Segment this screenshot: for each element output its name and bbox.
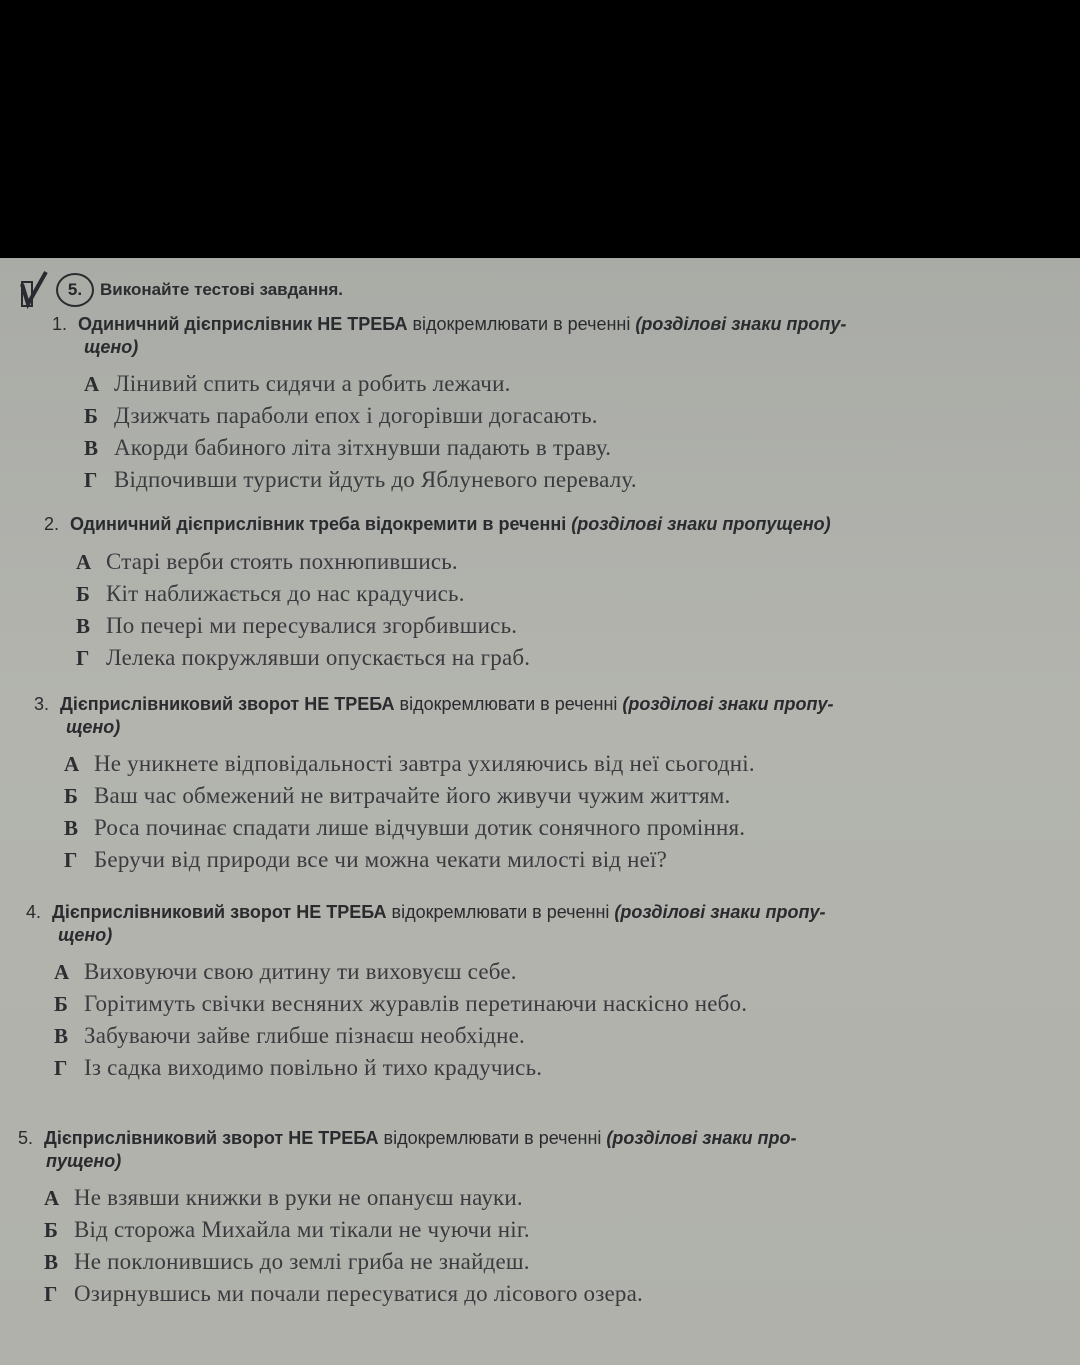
option-text: Акорди бабиного літа зітхнувши падають в траву. [114,435,612,460]
checkmark-icon [20,270,48,310]
option-text: Лелека покружлявши опускається на граб. [106,645,531,670]
question-5 [18,1126,1028,1310]
question-emphasis: НЕ ТРЕБА [288,1128,379,1148]
question-number: 4. [26,902,42,922]
option-text: Роса починає спадати лише відчувши дотик сонячного проміння. [94,815,746,840]
question-note: (розділові знаки про- [606,1128,797,1148]
question-4 [26,900,1036,1084]
option-letter: А [54,960,70,984]
answer-option[interactable] [64,748,1044,780]
answer-option[interactable] [54,988,1036,1020]
answer-option[interactable] [76,546,1054,578]
option-letter: А [44,1186,60,1210]
option-letter: Б [84,404,98,428]
answer-option[interactable] [44,1182,1028,1214]
question-stem-rest: відокремлювати в реченні [407,314,636,334]
option-letter: Б [44,1218,58,1242]
option-text: Не поклонившись до землі гриба не знайдеш. [74,1249,530,1274]
answer-option[interactable] [84,432,1062,464]
option-text: Відпочивши туристи йдуть до Яблуневого перевалу. [114,467,637,492]
answer-option[interactable] [54,1052,1036,1084]
option-letter: Г [44,1282,58,1306]
answer-option[interactable] [44,1246,1028,1278]
question-note: (розділові знаки пропу- [614,902,826,922]
answer-option[interactable] [76,578,1054,610]
option-text: Не взявши книжки в руки не опануєш науки. [74,1185,523,1210]
option-text: Ваш час обмежений не витрачайте його живучи чужим життям. [94,783,731,808]
question-stem: Дієприслівниковий зворот [44,1128,289,1148]
option-text: Беручи від природи все чи можна чекати милості від неї? [94,847,668,872]
option-letter: В [76,614,91,638]
answer-option[interactable] [44,1214,1028,1246]
option-text: Старі верби стоять похнюпившись. [106,549,458,574]
question-emphasis: НЕ ТРЕБА [304,694,395,714]
question-3 [34,692,1044,876]
option-text: Не уникнете відповідальності завтра ухиляючись від неї сьогодні. [94,751,755,776]
option-letter: А [64,752,80,776]
option-letter: Г [76,646,90,670]
answer-option[interactable] [64,844,1044,876]
option-text: Від сторожа Михайла ми тікали не чуючи ніг. [74,1217,530,1242]
dark-background [0,0,1080,258]
section-title: Виконайте тестові завдання. [100,280,344,299]
option-text: Із садка виходимо повільно й тихо крадучись. [84,1055,543,1080]
question-note-continued: щено) [58,925,113,945]
answer-option[interactable] [64,780,1044,812]
question-number: 3. [34,694,50,714]
answer-option[interactable] [84,464,1062,496]
question-note: (розділові знаки пропущено) [571,514,831,534]
option-text: Лінивий спить сидячи а робить лежачи. [114,371,511,396]
question-stem-rest: відокремлювати в реченні [386,902,615,922]
option-letter: Г [64,848,78,872]
question-number: 5. [18,1128,34,1148]
option-text: Озирнувшись ми почали пересуватися до лісового озера. [74,1281,643,1306]
option-letter: А [84,372,100,396]
textbook-page [0,258,1080,1365]
question-note: (розділові знаки пропу- [635,314,847,334]
option-letter: Г [84,468,98,492]
answer-options [34,748,1044,876]
option-letter: Г [54,1056,68,1080]
answer-option[interactable] [64,812,1044,844]
option-letter: В [84,436,99,460]
question-stem: Одиничний дієприслівник треба відокремити в реченні [70,514,572,534]
option-letter: В [44,1250,59,1274]
option-text: Горітимуть свічки весняних журавлів перетинаючи наскісно небо. [84,991,748,1016]
answer-options [52,368,1062,496]
answer-options [44,546,1054,674]
question-number: 2. [44,514,60,534]
answer-option[interactable] [54,956,1036,988]
option-letter: В [54,1024,69,1048]
option-text: Виховуючи свою дитину ти виховуєш себе. [84,959,517,984]
question-note-continued: щено) [66,717,121,737]
section-header [20,270,343,310]
question-1 [52,312,1062,496]
question-note-continued: пущено) [46,1151,122,1171]
question-stem-rest: відокремлювати в реченні [378,1128,607,1148]
section-number-badge: 5. [56,273,94,307]
answer-option[interactable] [84,368,1062,400]
option-letter: Б [54,992,68,1016]
question-stem: Дієприслівниковий зворот [60,694,305,714]
option-letter: В [64,816,79,840]
answer-options [26,956,1036,1084]
option-text: Дзижчать параболи епох і догорівши догасають. [114,403,598,428]
option-text: По печері ми пересувалися згорбившись. [106,613,518,638]
option-letter: Б [76,582,90,606]
answer-option[interactable] [44,1278,1028,1310]
question-stem-rest: відокремлювати в реченні [394,694,623,714]
question-emphasis: НЕ ТРЕБА [317,314,408,334]
question-emphasis: НЕ ТРЕБА [296,902,387,922]
question-2 [44,512,1054,674]
option-text: Кіт наближається до нас крадучись. [106,581,465,606]
question-note-continued: щено) [84,337,139,357]
answer-options [18,1182,1028,1310]
question-number: 1. [52,314,68,334]
option-letter: Б [64,784,78,808]
answer-option[interactable] [76,610,1054,642]
option-text: Забуваючи зайве глибше пізнаєш необхідне. [84,1023,525,1048]
option-letter: А [76,550,92,574]
question-stem: Одиничний дієприслівник [78,314,318,334]
answer-option[interactable] [84,400,1062,432]
question-stem: Дієприслівниковий зворот [52,902,297,922]
answer-option[interactable] [54,1020,1036,1052]
answer-option[interactable] [76,642,1054,674]
question-note: (розділові знаки пропу- [622,694,834,714]
